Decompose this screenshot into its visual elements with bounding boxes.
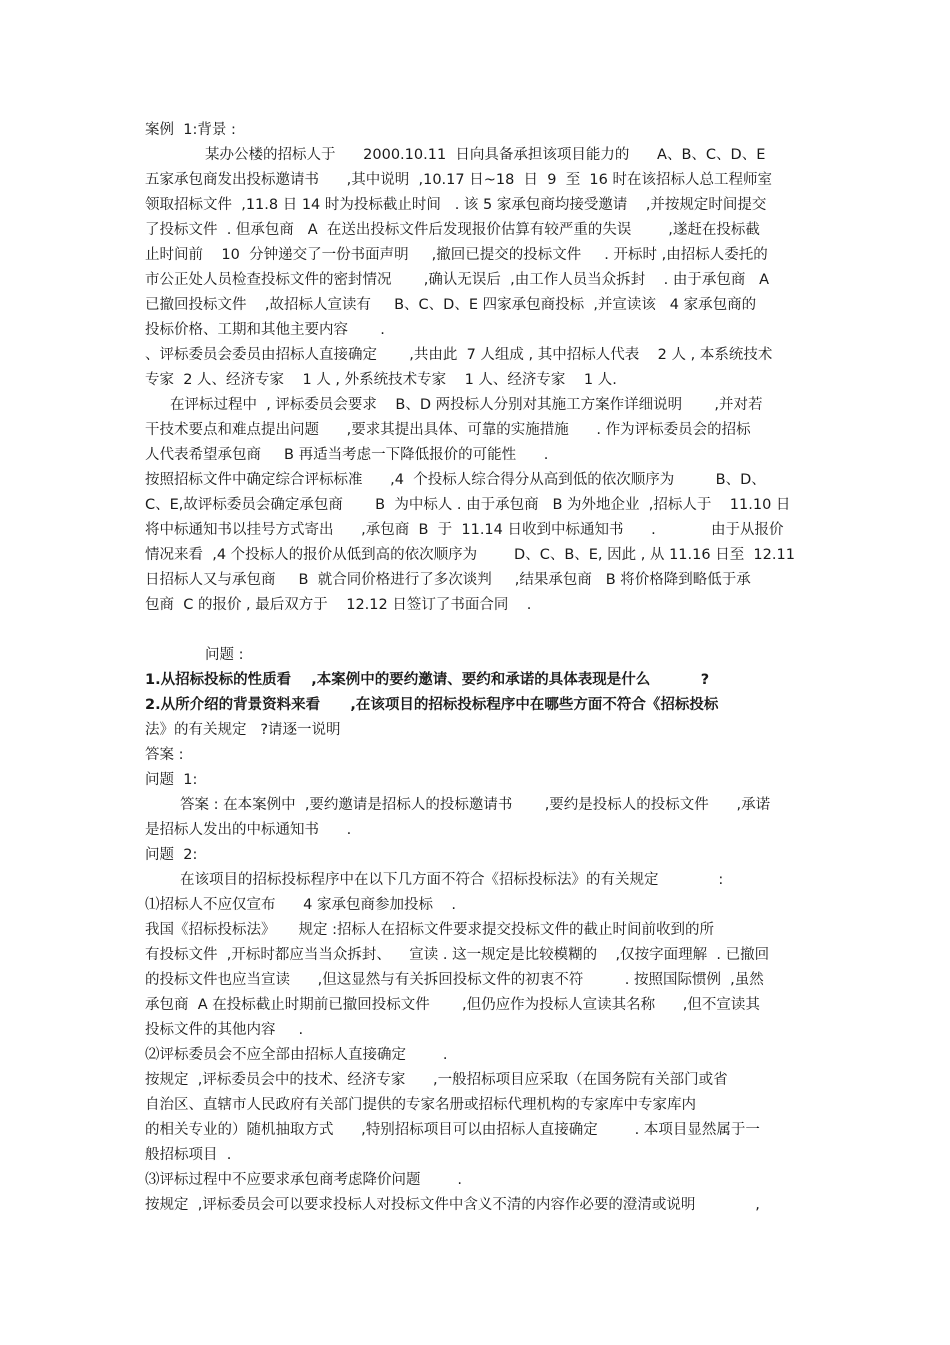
text-line: 自治区、直辖市人民政府有关部门提供的专家名册或招标代理机构的专家库中专家库内: [145, 1097, 696, 1113]
text-line: 人代表希望承包商 B 再适当考虑一下降低报价的可能性 .: [145, 447, 549, 463]
text-line: 案例 1:背景 :: [145, 122, 236, 138]
text-line: 五家承包商发出投标邀请书 ,其中说明 ,10.17 日~18 日 9 至 16 时在该招标人总工程师室: [145, 172, 772, 188]
text-line: 在该项目的招标投标程序中在以下几方面不符合《招标投标法》的有关规定 :: [180, 872, 724, 888]
text-line: 2.从所介绍的背景资料来看 ,在该项目的招标投标程序中在哪些方面不符合《招标投标: [145, 697, 719, 713]
text-line: 按照招标文件中确定综合评标标准 ,4 个投标人综合得分从高到低的依次顺序为 B、D、: [145, 472, 766, 488]
text-line: 投标价格、工期和其他主要内容 .: [145, 322, 385, 338]
text-line: 市公正处人员检查投标文件的密封情况 ,确认无误后 ,由工作人员当众拆封 . 由于承包商 A: [145, 272, 770, 288]
text-line: 承包商 A 在投标截止时期前已撤回投标文件 ,但仍应作为投标人宣读其名称 ,但不宣读其: [145, 997, 760, 1013]
text-line: 某办公楼的招标人于 2000.10.11 日向具备承担该项目能力的 A、B、C、D、E: [205, 147, 766, 163]
text-line: 问题 2:: [145, 847, 198, 863]
text-line: 的相关专业的）随机抽取方式 ,特别招标项目可以由招标人直接确定 . 本项目显然属于一: [145, 1122, 760, 1138]
text-line: 投标文件的其他内容 .: [145, 1022, 304, 1038]
text-line: 在评标过程中 , 评标委员会要求 B、D 两投标人分别对其施工方案作详细说明 ,并对若: [170, 397, 763, 413]
text-line: 的投标文件也应当宣读 ,但这显然与有关拆回投标文件的初衷不符 . 按照国际惯例 ,虽然: [145, 972, 764, 988]
text-line: 、评标委员会委员由招标人直接确定 ,共由此 7 人组成 , 其中招标人代表 2 人 , 本系统技术: [145, 347, 773, 363]
text-line: 答案 :: [145, 747, 184, 763]
text-line: ⑶评标过程中不应要求承包商考虑降价问题 .: [145, 1172, 462, 1188]
text-line: 按规定 ,评标委员会可以要求投标人对投标文件中含义不清的内容作必要的澄清或说明 ,: [145, 1197, 760, 1213]
text-line: 问题 1:: [145, 772, 198, 788]
text-line: 领取招标文件 ,11.8 日 14 时为投标截止时间 . 该 5 家承包商均接受邀请 ,并按规定时间提交: [145, 197, 767, 213]
text-line: 问题 :: [205, 647, 244, 663]
text-line: 干技术要点和难点提出问题 ,要求其提出具体、可靠的实施措施 . 作为评标委员会的招标: [145, 422, 751, 438]
text-line: 答案 : 在本案例中 ,要约邀请是招标人的投标邀请书 ,要约是投标人的投标文件 ,承诺: [180, 797, 771, 813]
text-line: ⑵评标委员会不应全部由招标人直接确定 .: [145, 1047, 448, 1063]
text-line: 情况来看 ,4 个投标人的报价从低到高的依次顺序为 D、C、B、E, 因此 , 从 11.16 日至 12.11: [145, 547, 795, 563]
text-line: 日招标人又与承包商 B 就合同价格进行了多次谈判 ,结果承包商 B 将价格降到略低于承: [145, 572, 751, 588]
text-line: 法》的有关规定 ?请逐一说明: [145, 722, 341, 738]
text-line: 按规定 ,评标委员会中的技术、经济专家 ,一般招标项目应采取（在国务院有关部门或省: [145, 1072, 728, 1088]
text-line: 专家 2 人、经济专家 1 人 , 外系统技术专家 1 人、经济专家 1 人.: [145, 372, 617, 388]
text-line: 已撤回投标文件 ,故招标人宣读有 B、C、D、E 四家承包商投标 ,并宣读该 4 家承包商的: [145, 297, 757, 313]
text-line: 我国《招标投标法》 规定 :招标人在招标文件要求提交投标文件的截止时间前收到的所: [145, 922, 715, 938]
text-line: 般招标项目 .: [145, 1147, 232, 1163]
text-line: 1.从招标投标的性质看 ,本案例中的要约邀请、要约和承诺的具体表现是什么 ?: [145, 672, 710, 688]
text-line: 有投标文件 ,开标时都应当当众拆封、 宣读 . 这一规定是比较模糊的 ,仅按字面理解 . 已撤回: [145, 947, 770, 963]
text-line: 了投标文件 . 但承包商 A 在送出投标文件后发现报价估算有较严重的失误 ,遂赶在投标截: [145, 222, 760, 238]
text-line: 止时间前 10 分钟递交了一份书面声明 ,撤回已提交的投标文件 . 开标时 ,由招标人委托的: [145, 247, 768, 263]
text-line: C、E,故评标委员会确定承包商 B 为中标人 . 由于承包商 B 为外地企业 ,招标人于 11.10 日: [145, 497, 791, 513]
text-line: 包商 C 的报价 , 最后双方于 12.12 日签订了书面合同 .: [145, 597, 532, 613]
text-line: ⑴招标人不应仅宣布 4 家承包商参加投标 .: [145, 897, 457, 913]
text-line: 将中标通知书以挂号方式寄出 ,承包商 B 于 11.14 日收到中标通知书 . 由于从报价: [145, 522, 784, 538]
text-line: 是招标人发出的中标通知书 .: [145, 822, 352, 838]
